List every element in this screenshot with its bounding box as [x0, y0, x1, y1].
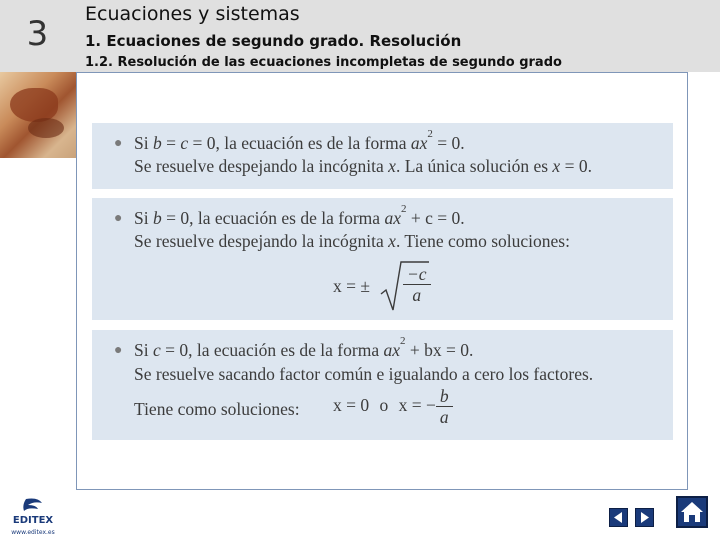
home-icon [678, 498, 706, 526]
chapter-number: 3 [26, 14, 49, 54]
bullet-icon: ● [114, 136, 123, 151]
painting-shape [28, 118, 64, 138]
fraction: $\frac{-c}{a}$ [403, 264, 431, 305]
logo-url-text: www.editex.es [11, 529, 55, 536]
card-line: Si c = 0, la ecuación es de la forma $ax^2$ + bx = 0. [134, 335, 474, 360]
section-title: 1. Ecuaciones de segundo grado. Resolución [85, 32, 462, 50]
editex-logo [6, 497, 60, 537]
bullet-icon: ● [114, 343, 123, 358]
prev-arrow-icon [610, 509, 627, 526]
solutions-formula: x = 0 o x = − $\frac{b}{a}$ [333, 386, 453, 427]
case-card-3 [92, 330, 673, 440]
subsection-title: 1.2. Resolución de las ecuaciones incompletas de segundo grado [85, 55, 562, 70]
next-arrow-icon [636, 509, 653, 526]
painting-shape [10, 88, 58, 122]
logo-text: EDITEX [12, 515, 54, 526]
card-line: Se resuelve despejando la incógnita x. La única solución es x = 0. [134, 156, 592, 176]
previous-slide-button[interactable] [609, 508, 628, 527]
card-line: Se resuelve sacando factor común e igualando a cero los factores. [134, 364, 594, 384]
next-slide-button[interactable] [635, 508, 654, 527]
card-line: Se resuelve despejando la incógnita x. Tiene como soluciones: [134, 231, 570, 251]
card-line: Si b = c = 0, la ecuación es de la forma $ax^2 = 0$. [134, 128, 465, 153]
case-card-2 [92, 198, 673, 320]
card-line: Tiene como soluciones: [134, 399, 300, 419]
editex-logo-icon [6, 497, 60, 537]
case-card-1 [92, 123, 673, 189]
page-title: Ecuaciones y sistemas [85, 3, 300, 25]
sqrt-formula: x = ± $\frac{-c}{a}$ [333, 260, 443, 312]
chapter-thumbnail-image [0, 72, 76, 158]
fraction: $\frac{b}{a}$ [436, 386, 453, 427]
bullet-icon: ● [114, 211, 123, 226]
home-button[interactable] [676, 496, 708, 528]
card-line: Si b = 0, la ecuación es de la forma $ax^2 + c = 0$. [134, 203, 465, 228]
